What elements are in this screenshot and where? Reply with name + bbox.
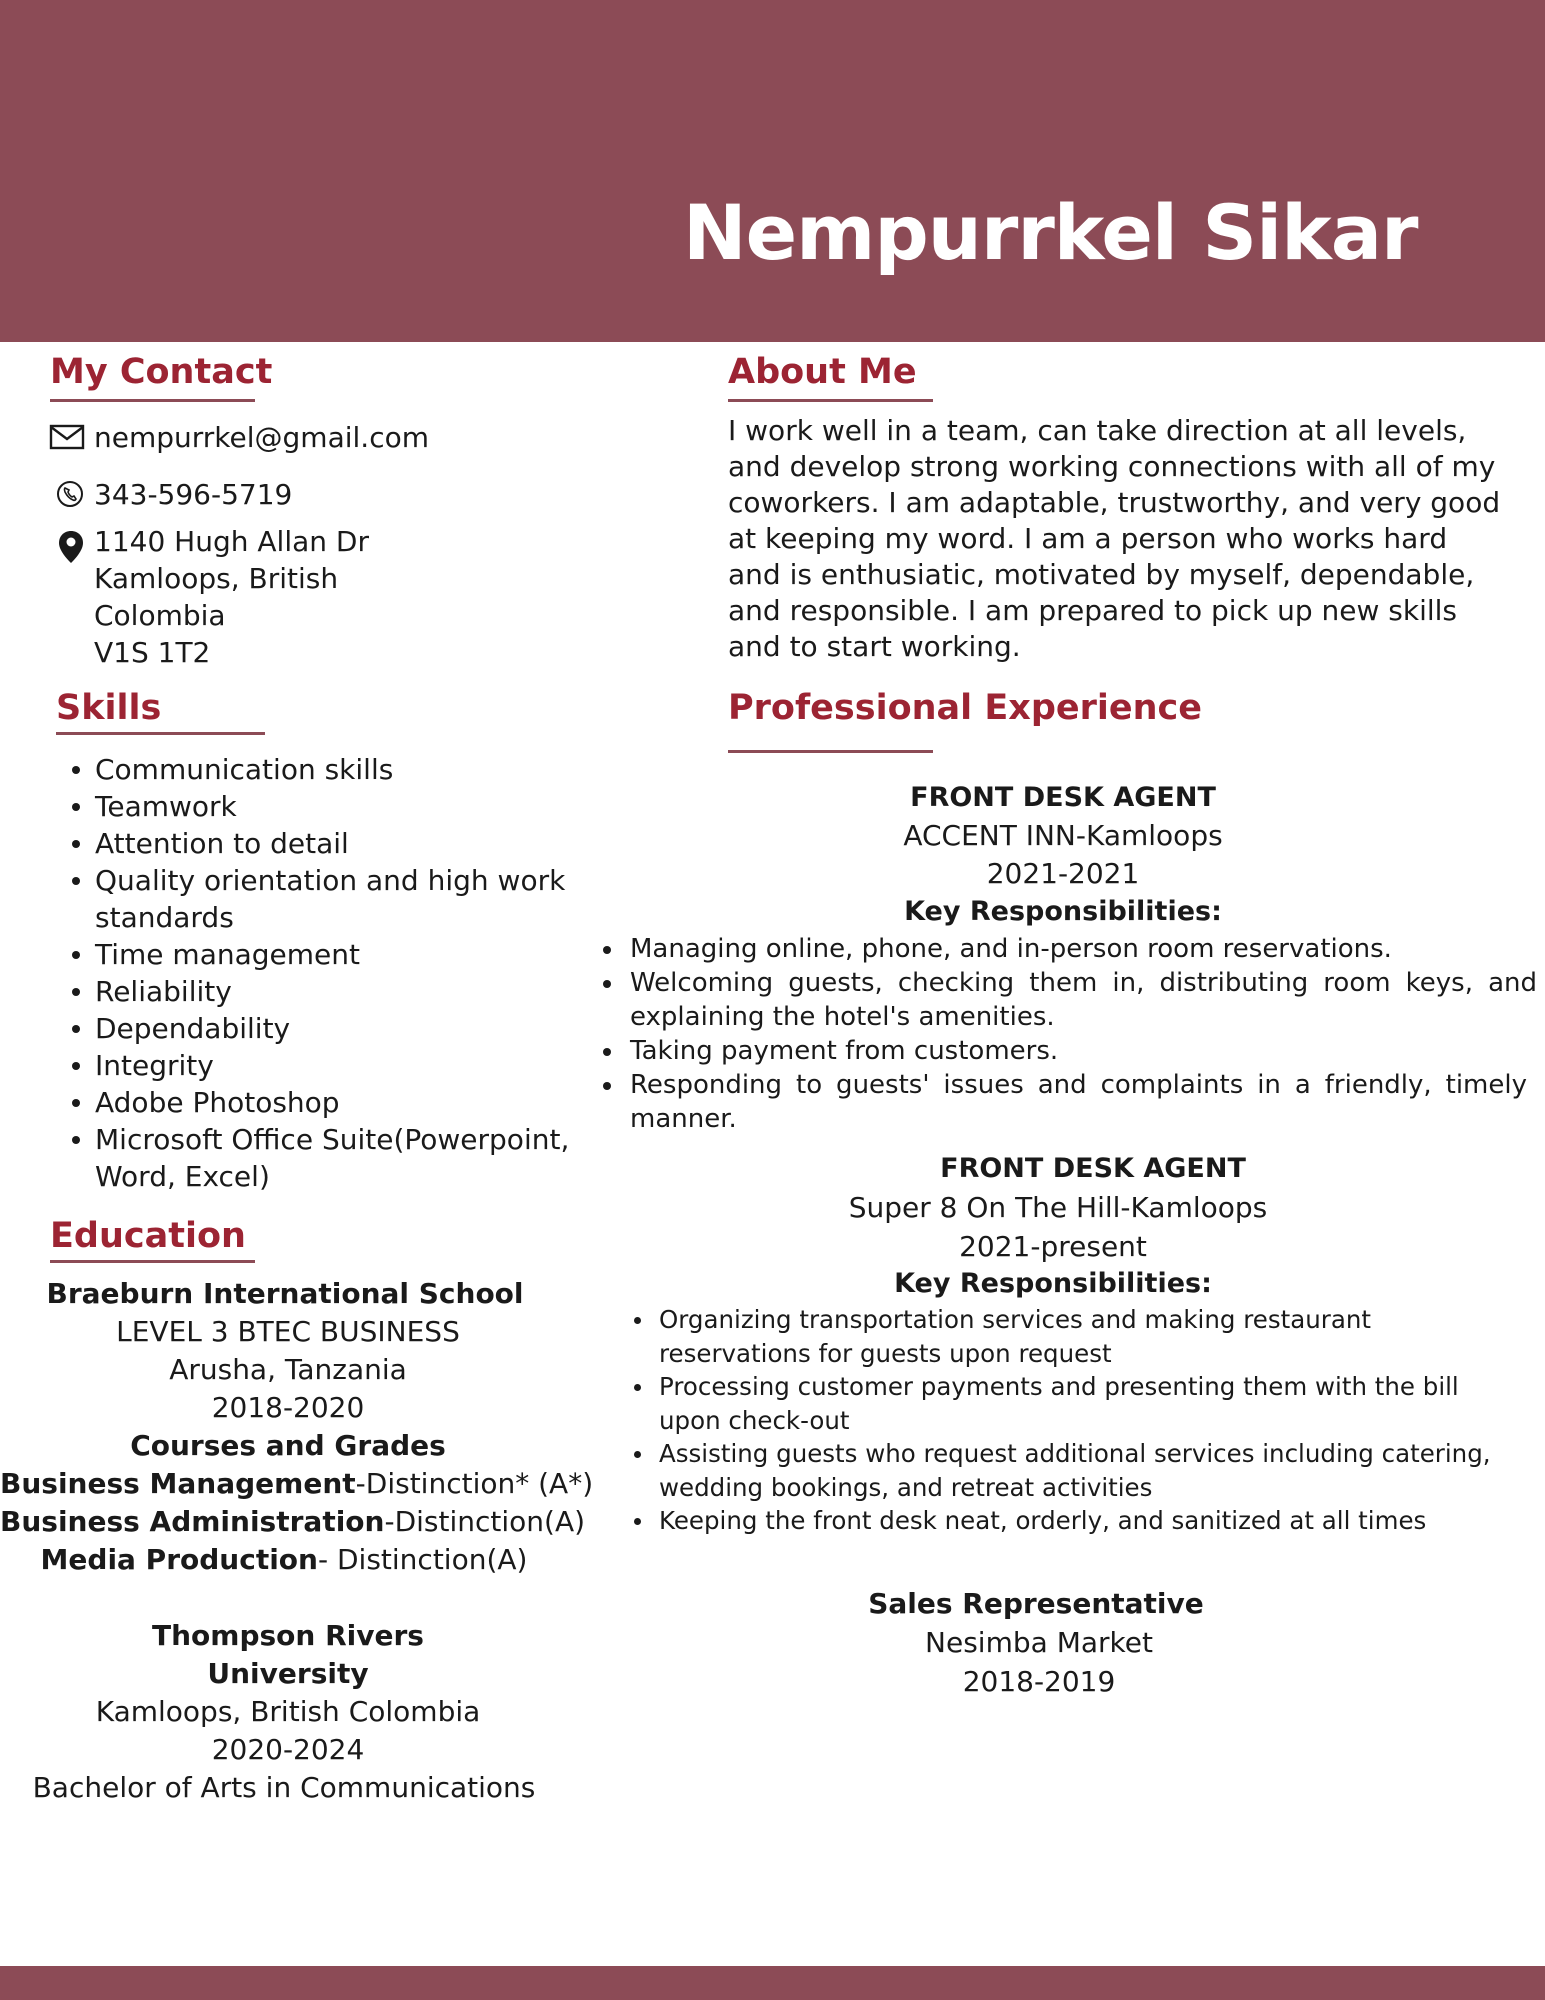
responsibility-item: Managing online, phone, and in-person room reservations.: [600, 932, 1537, 966]
skill-item: Time management: [70, 936, 590, 973]
school-2-location: Kamloops, British Colombia: [95, 1695, 481, 1728]
course-row: [0, 1541, 568, 1579]
footer-band: [0, 1966, 1545, 2000]
job-1-title: FRONT DESK AGENT: [910, 782, 1216, 813]
contact-phone[interactable]: 343-596-5719: [94, 478, 293, 511]
skills-list: [70, 751, 590, 1195]
course-name: Business Administration: [0, 1505, 385, 1538]
header-band: [0, 0, 1545, 342]
address-line-3: Colombia: [94, 599, 226, 632]
course-row: [0, 1465, 594, 1503]
school-1-location: Arusha, Tanzania: [169, 1353, 407, 1386]
courses-heading: Courses and Grades: [130, 1429, 446, 1462]
candidate-name: Nempurrkel Sikar: [683, 188, 1418, 277]
skill-item: Quality orientation and high work standards: [70, 862, 590, 936]
course-grade: -Distinction(A): [384, 1505, 586, 1538]
skills-heading: Skills: [56, 688, 162, 728]
job-1-responsibilities: [600, 932, 1537, 1136]
skill-item: Microsoft Office Suite(Powerpoint, Word, Excel): [70, 1121, 590, 1195]
job-1-responsibilities-heading: Key Responsibilities:: [904, 896, 1222, 927]
job-1-years: 2021-2021: [986, 857, 1140, 890]
course-grade: -Distinction* (A*): [355, 1467, 594, 1500]
address-line-4: V1S 1T2: [94, 636, 211, 669]
education-heading-rule: [50, 1260, 255, 1263]
skill-item: Adobe Photoshop: [70, 1084, 590, 1121]
contact-heading-rule: [50, 399, 255, 402]
phone-icon: [56, 480, 84, 508]
skill-item: Reliability: [70, 973, 590, 1010]
skill-item: Integrity: [70, 1047, 590, 1084]
course-name: Media Production: [40, 1543, 318, 1576]
course-row: [0, 1503, 586, 1541]
school-2-name-line-1: Thompson Rivers: [152, 1619, 424, 1652]
experience-heading-rule: [728, 750, 933, 753]
responsibility-item: Organizing transportation services and making restaurant reservations for guests upon request: [631, 1303, 1491, 1370]
school-2-name-line-2: University: [207, 1657, 369, 1690]
education-heading: Education: [50, 1216, 246, 1256]
job-2-responsibilities-heading: Key Responsibilities:: [894, 1268, 1212, 1299]
job-2-company: Super 8 On The Hill-Kamloops: [848, 1191, 1268, 1224]
responsibility-item: Keeping the front desk neat, orderly, and sanitized at all times: [631, 1504, 1491, 1538]
job-3-years: 2018-2019: [962, 1665, 1116, 1698]
school-2-years: 2020-2024: [211, 1733, 365, 1766]
skill-item: Dependability: [70, 1010, 590, 1047]
about-heading-rule: [728, 399, 933, 402]
skills-heading-rule: [56, 732, 265, 735]
job-3-title: Sales Representative: [868, 1587, 1204, 1620]
responsibility-item: Welcoming guests, checking them in, distributing room keys, and explaining the hotel's amenities.: [600, 966, 1537, 1034]
email-icon: [49, 424, 85, 450]
school-1-name: Braeburn International School: [46, 1277, 524, 1310]
job-2-responsibilities: [631, 1303, 1491, 1538]
course-name: Business Management: [0, 1467, 356, 1500]
experience-heading: Professional Experience: [728, 688, 1203, 728]
about-text: I work well in a team, can take direction at all levels, and develop strong working connections with all of my coworkers. I am adaptable, trustworthy, and very good at keeping my word. I am a person who works hard and is enthusiatic, motivated by myself, dependable, and responsible. I am prepared to pick up new skills and to start working.: [728, 414, 1501, 663]
responsibility-item: Processing customer payments and presenting them with the bill upon check-out: [631, 1370, 1491, 1437]
skill-item: Teamwork: [70, 788, 590, 825]
address-line-2: Kamloops, British: [94, 562, 339, 595]
about-heading: About Me: [728, 352, 917, 392]
job-1-company: ACCENT INN-Kamloops: [903, 819, 1223, 852]
school-1-years: 2018-2020: [211, 1391, 365, 1424]
skill-item: Communication skills: [70, 751, 590, 788]
job-3-company: Nesimba Market: [925, 1626, 1153, 1659]
address-line-1: 1140 Hugh Allan Dr: [94, 525, 369, 558]
school-2-degree: Bachelor of Arts in Communications: [32, 1771, 536, 1804]
location-pin-icon: [58, 530, 84, 564]
responsibility-item: Responding to guests' issues and complaints in a friendly, timely manner.: [600, 1068, 1527, 1136]
job-2-title: FRONT DESK AGENT: [940, 1153, 1246, 1184]
course-grade: - Distinction(A): [317, 1543, 528, 1576]
responsibility-item: Taking payment from customers.: [600, 1034, 1537, 1068]
responsibility-item: Assisting guests who request additional services including catering, wedding bookings, and retreat activities: [631, 1437, 1491, 1504]
contact-heading: My Contact: [50, 352, 273, 392]
contact-email[interactable]: nempurrkel@gmail.com: [94, 421, 429, 454]
job-2-years: 2021-present: [959, 1230, 1147, 1263]
skill-item: Attention to detail: [70, 825, 590, 862]
school-1-program: LEVEL 3 BTEC BUSINESS: [116, 1315, 460, 1348]
